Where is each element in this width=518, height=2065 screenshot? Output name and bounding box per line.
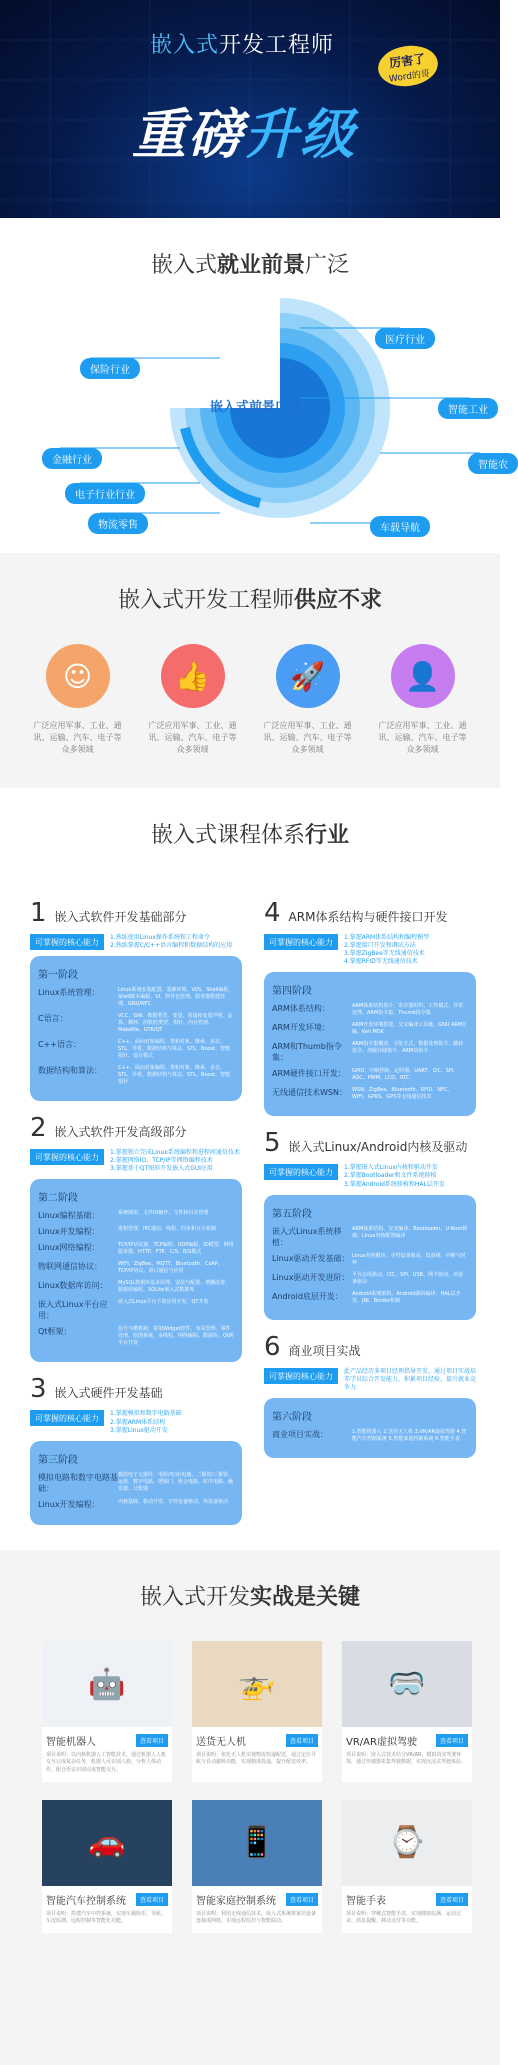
stage-phase-label: 第五阶段 bbox=[272, 1208, 312, 1220]
topic-row bbox=[38, 1039, 234, 1060]
topic-row bbox=[38, 1013, 234, 1034]
hero-banner bbox=[0, 0, 500, 218]
topic-name: C++语言： bbox=[38, 1040, 81, 1050]
stage-header bbox=[264, 898, 476, 928]
project-card-header bbox=[42, 1886, 172, 1909]
topic-details: WIFI、ZigBee、MQTT、Bluetooth、CoAP、TCP/IP协议、串口通信与应用 bbox=[118, 1261, 223, 1275]
topic-details: Linux内核模块、字符设备驱动、设备树、中断与时钟 bbox=[352, 1252, 466, 1266]
project-card[interactable] bbox=[192, 1641, 322, 1782]
topic-name: ARM开发环境： bbox=[272, 1023, 330, 1033]
tag-insurance: 保险行业 bbox=[80, 358, 140, 379]
topic-name: Linux系统管理： bbox=[38, 988, 100, 998]
supply-item: ☺ 广泛应用军事、工业、通讯、运输、汽车、电子等众多领域 bbox=[33, 644, 123, 756]
stage-title: 嵌入式Linux/Android内核及驱动 bbox=[288, 1140, 468, 1155]
ability-row bbox=[30, 1410, 242, 1434]
tag-smart-industry: 智能工业 bbox=[438, 398, 498, 419]
project-card[interactable] bbox=[42, 1800, 172, 1934]
topic-name: Qt框架： bbox=[38, 1327, 72, 1337]
tag-medical: 医疗行业 bbox=[375, 328, 435, 349]
topic-name: C语言： bbox=[38, 1014, 68, 1024]
topic-row bbox=[272, 1226, 468, 1248]
topic-details: 嵌入式Linux平台下的应用开发、QT开发 bbox=[118, 1299, 209, 1306]
course-stage bbox=[264, 1128, 476, 1319]
topic-row bbox=[272, 1253, 468, 1267]
topic-details: 内核基础、驱动开发、字符设备驱动、块设备驱动 bbox=[118, 1498, 229, 1505]
stage-phase-label: 第四阶段 bbox=[272, 986, 312, 998]
prospects-title: 嵌入式就业前景广泛 bbox=[150, 253, 350, 278]
topic-name: Linux开发编程： bbox=[38, 1499, 100, 1509]
topic-row bbox=[272, 1087, 468, 1101]
supply-item: 👤 广泛应用军事、工业、通讯、运输、汽车、电子等众多领域 bbox=[378, 644, 468, 756]
topic-row bbox=[38, 1280, 234, 1294]
topic-row bbox=[272, 1003, 468, 1017]
hero-subtitle: 嵌入式开发工程师 bbox=[150, 33, 335, 58]
topic-name: ARM体系结构： bbox=[272, 1004, 330, 1014]
project-card-header bbox=[342, 1727, 472, 1750]
watch-icon: ⌚ bbox=[342, 1800, 472, 1886]
stage-phase-label: 第一阶段 bbox=[38, 970, 78, 982]
tag-electronics: 电子行业行业 bbox=[65, 483, 145, 504]
topic-details: ARM开发环境搭建、交叉编译工具链、GNU ARM汇编、Keil MDK bbox=[352, 1022, 468, 1036]
course-column-left bbox=[30, 898, 242, 1537]
course-stage bbox=[264, 898, 476, 1116]
supply-title: 嵌入式开发工程师供应不求 bbox=[117, 588, 383, 613]
project-cards bbox=[0, 1611, 500, 1933]
topic-details: ARM指令集概述、寻址方式、数据处理指令、跳转指令、加载存储指令、ARM伪指令 bbox=[352, 1041, 464, 1055]
topic-details: C++、面向对象编程、类和对象、继承、多态、STL、异常、数据结构与算法、STL、Boost、智能指针 bbox=[118, 1065, 231, 1086]
topic-details: Linux系统安装配置、基础环境、VI/S、Shell编程、Shell脚本编程、VI、软件包管理、服务器搭建管理、GNU/NFC bbox=[118, 987, 234, 1008]
view-project-button[interactable]: 查看项目 bbox=[436, 1893, 468, 1906]
topic-name: 数据结构和算法： bbox=[38, 1066, 102, 1076]
ability-text: 1.掌握ARM体系结构和编程模型 2.掌握接口开发和调试方法 3.掌握ZigBee等无线通信技术 4.掌握RFID等无线通信技术 bbox=[344, 934, 430, 966]
topic-row bbox=[38, 1242, 234, 1256]
ability-row bbox=[30, 934, 242, 950]
stage-number: 2 bbox=[30, 1113, 47, 1144]
stage-phase-label: 第二阶段 bbox=[38, 1193, 78, 1205]
topic-name: Linux驱动开发基础： bbox=[272, 1253, 350, 1263]
thumbs-up-icon: 👍 bbox=[161, 644, 225, 708]
topic-name: 嵌入式Linux系统移植： bbox=[272, 1226, 342, 1247]
project-title: VR/AR虚拟驾驶 bbox=[346, 1737, 417, 1748]
topic-name: Linux并发编程： bbox=[38, 1227, 100, 1237]
project-card[interactable] bbox=[42, 1641, 172, 1782]
project-title: 智能汽车控制系统 bbox=[46, 1895, 126, 1907]
topic-name: 无线通信技术WSN： bbox=[272, 1088, 347, 1098]
project-card[interactable] bbox=[342, 1641, 472, 1782]
ability-text: 1.掌握独立完成Linux系统编程和进程间通信技术 2.掌握网络IO、TCP/IP等网络编程技术 3.掌握基于QT图形开发嵌入式GUI应用 bbox=[110, 1149, 240, 1173]
topic-row bbox=[38, 1210, 234, 1221]
topic-name: Linux编程基础： bbox=[38, 1211, 100, 1221]
tag-smart-agriculture: 智能农 bbox=[468, 453, 518, 474]
project-description: 项目说明：以内核机器人工智能技术，通过机器人人机交互完成复杂任务，机器人可识别人脸、分析人体动作、配合语音识别完成智能交互。 bbox=[46, 1752, 167, 1773]
project-card-header bbox=[192, 1886, 322, 1909]
stage-header bbox=[30, 1113, 242, 1143]
topic-details: ARM体系结构、交叉编译、Bootloader、U-Boot移植、Linux内核配置编译 bbox=[352, 1225, 468, 1239]
ability-label: 可掌握的核心能力 bbox=[264, 1368, 338, 1384]
rocket-icon: 🚀 bbox=[276, 644, 340, 708]
project-card-header bbox=[42, 1727, 172, 1750]
stage-number: 5 bbox=[264, 1128, 281, 1159]
topic-row bbox=[272, 1291, 468, 1305]
view-project-button[interactable]: 查看项目 bbox=[136, 1734, 168, 1747]
stage-header bbox=[264, 1128, 476, 1158]
project-card-header bbox=[192, 1727, 322, 1750]
topic-row bbox=[272, 1429, 468, 1443]
topic-row bbox=[272, 1022, 468, 1036]
stage-detail-box bbox=[264, 972, 476, 1116]
stage-title: 嵌入式软件开发基础部分 bbox=[54, 910, 187, 924]
ability-row bbox=[264, 1164, 476, 1188]
ability-row bbox=[264, 1368, 476, 1392]
tag-car-navigation: 车载导航 bbox=[370, 516, 430, 537]
ability-label: 可掌握的核心能力 bbox=[30, 1149, 104, 1165]
ability-label: 可掌握的核心能力 bbox=[30, 1410, 104, 1426]
topic-details: 模拟电子元器件、电阻/电容/电感、二极管/三极管、运放、数字电路、逻辑门、组合电路、时序电路、触发器、计数器 bbox=[118, 1471, 234, 1492]
stage-phase-label: 第六阶段 bbox=[272, 1411, 312, 1423]
stage-header bbox=[30, 898, 242, 928]
prospects-center-label: 嵌入式前景广泛 bbox=[210, 400, 302, 415]
ability-label: 可掌握的核心能力 bbox=[264, 934, 338, 950]
prospects-section bbox=[0, 218, 508, 553]
course-stage bbox=[30, 898, 242, 1101]
stage-detail-box bbox=[30, 1441, 242, 1525]
topic-details: 平台总线驱动、I2C、SPI、USB、网卡驱动、块设备驱动 bbox=[352, 1271, 464, 1285]
topic-details: MySQL数据库基本原理、安装与配置、增删改查、数据库编程、SQLite嵌入式数据库 bbox=[118, 1280, 231, 1294]
topic-details: TCP/IP协议族、TCP编程、UDP编程、IO模型、网络服务器、HTTP、FTP、C/S、B/S模式 bbox=[118, 1242, 234, 1256]
project-card-header bbox=[342, 1886, 472, 1909]
practice-title: 嵌入式开发实战是关键 bbox=[139, 1585, 361, 1610]
ability-row bbox=[30, 1149, 242, 1173]
ability-text: 1.熟练使用Linux操作系统和工程命令 2.熟练掌握C/C++语言编程和数据结构的应用 bbox=[110, 934, 233, 950]
project-description: 项目说明：搭建汽车中控系统，实现车载娱乐、导航、车况监测、远程控制等智能化功能。 bbox=[46, 1910, 167, 1924]
stage-number: 4 bbox=[264, 898, 281, 928]
project-description: 项目说明：嵌入式技术结合VR/AR，模拟真实驾驶环境，通过传感器采集驾驶数据，实现沉浸式驾驶体验。 bbox=[346, 1752, 467, 1766]
ability-label: 可掌握的核心能力 bbox=[30, 934, 104, 950]
project-card[interactable] bbox=[342, 1800, 472, 1934]
stage-number: 1 bbox=[30, 898, 47, 928]
topic-details: 信号与槽机制、常用Widget控件、布局管理、事件处理、绘图系统、多线程、网络编程、数据库、Qt跨平台开发 bbox=[118, 1326, 234, 1347]
ability-text: 1.掌握模拟和数字电路基础 2.掌握ARM体系结构 3.掌握Linux驱动开发 bbox=[110, 1410, 182, 1434]
supply-section bbox=[0, 553, 500, 788]
topic-name: 模拟电路和数字电路基础： bbox=[38, 1472, 118, 1493]
project-description: 项目说明：依托无人机实现物流快递配送，通过定位导航与自动避障功能，实现精准投递，提升配送效率。 bbox=[196, 1752, 317, 1766]
topic-name: Linux网络编程： bbox=[38, 1243, 100, 1253]
stage-phase-label: 第三阶段 bbox=[38, 1454, 78, 1466]
ability-label: 可掌握的核心能力 bbox=[264, 1164, 338, 1180]
car-dashboard-icon: 🚗 bbox=[42, 1800, 172, 1886]
topic-row bbox=[272, 1041, 468, 1063]
topic-details: C++、面向对象编程、类和对象、继承、多态、STL、异常、数据结构与算法、STL、Boost、智能指针、设计模式 bbox=[118, 1039, 231, 1060]
course-column-right bbox=[264, 898, 476, 1537]
topic-row bbox=[38, 1472, 234, 1494]
project-card[interactable] bbox=[192, 1800, 322, 1934]
stage-detail-box bbox=[30, 956, 242, 1101]
ability-text: 1.掌握嵌入式Linux内核和驱动开发 2.掌握Bootloader和文件系统移植 3.掌握Android系统移植和HAL层开发 bbox=[344, 1164, 445, 1188]
people-icon: ☺ bbox=[46, 644, 110, 708]
stage-detail-box bbox=[30, 1179, 242, 1362]
robot-icon: 🤖 bbox=[42, 1641, 172, 1727]
topic-details: GPIO、中断控制、定时器、UART、I2C、SPI、ADC、PWM、LCD、RTC bbox=[352, 1068, 459, 1082]
course-stage bbox=[30, 1374, 242, 1524]
topic-row bbox=[38, 1326, 234, 1347]
course-stage bbox=[30, 1113, 242, 1362]
project-title: 智能机器人 bbox=[46, 1737, 96, 1748]
smart-home-icon: 📱 bbox=[192, 1800, 322, 1886]
stage-number: 3 bbox=[30, 1374, 47, 1405]
stage-title: 商业项目实战 bbox=[288, 1343, 361, 1358]
project-description: 项目说明：穿戴式智能手表，实现健康监测、运动记录、消息提醒、移动支付等功能。 bbox=[346, 1910, 462, 1924]
topic-name: Linux数据库访问： bbox=[38, 1281, 108, 1291]
course-section bbox=[0, 788, 500, 1550]
topic-details: WSN、ZigBee、Bluetooth、RFID、NFC、WIFI、GPRS、GPS等无线通信技术 bbox=[352, 1087, 453, 1101]
stage-title: ARM体系结构与硬件接口开发 bbox=[288, 910, 448, 924]
tag-logistics: 物流零售 bbox=[88, 513, 148, 534]
course-stage bbox=[264, 1332, 476, 1458]
project-description: 项目说明：利用无线通信技术，嵌入式系统将家居设备连接成网络，实现远程监控与智能联动。 bbox=[196, 1910, 317, 1924]
topic-row bbox=[272, 1272, 468, 1286]
topic-row bbox=[38, 1065, 234, 1086]
topic-name: 嵌入式Linux平台应用： bbox=[38, 1300, 108, 1321]
topic-details: Android系统架构、Android源码编译、HAL层开发、JNI、Binder机制 bbox=[352, 1290, 461, 1304]
topic-details: 进程管理、IPC通信、线程、同步和互斥机制 bbox=[118, 1226, 216, 1233]
topic-row bbox=[38, 1499, 234, 1510]
view-project-button[interactable]: 查看项目 bbox=[436, 1734, 468, 1747]
view-project-button[interactable]: 查看项目 bbox=[136, 1893, 168, 1906]
stage-title: 嵌入式软件开发高级部分 bbox=[54, 1125, 187, 1140]
topic-name: Android底层开发： bbox=[272, 1291, 343, 1301]
drone-icon: 🚁 bbox=[192, 1641, 322, 1727]
topic-details: ARM体系结构简介、寄存器组织、工作模式、异常处理、ARM指令集、Thumb指令集 bbox=[352, 1003, 464, 1017]
topic-row bbox=[38, 1299, 234, 1321]
ability-text: 此产品经历多项目经理指导开发，通过项目实战培养学员综合开发能力，积累项目经验，提升就业竞争力 bbox=[344, 1367, 477, 1391]
stage-header bbox=[264, 1332, 476, 1362]
topic-name: ARM硬件接口开发： bbox=[272, 1069, 346, 1079]
supply-item: 👍 广泛应用军事、工业、通讯、运输、汽车、电子等众多领域 bbox=[148, 644, 238, 756]
topic-row bbox=[38, 1226, 234, 1237]
supply-item: 🚀 广泛应用军事、工业、通讯、运输、汽车、电子等众多领域 bbox=[263, 644, 353, 756]
stage-detail-box bbox=[264, 1195, 476, 1320]
topic-details: 1.智能机器人 2.送货无人机 3.VR/AR虚拟驾驶 4.智能汽车控制系统 5.智能家庭控制系统 6.智能手表 bbox=[352, 1428, 467, 1442]
project-title: 智能手表 bbox=[346, 1895, 386, 1907]
person-icon: 👤 bbox=[391, 644, 455, 708]
hero-badge: 厉害了 Word的哥 bbox=[376, 42, 441, 90]
topic-row bbox=[272, 1068, 468, 1082]
view-project-button[interactable]: 查看项目 bbox=[286, 1893, 318, 1906]
hero-title: 重磅升级 bbox=[132, 103, 356, 166]
project-title: 智能家庭控制系统 bbox=[196, 1895, 276, 1907]
stage-header bbox=[30, 1374, 242, 1404]
topic-details: VCC、GNI、数据类型、变量、常量和变量声明、运算、循环、函数的类型、指针、内存管理、Makefile、GTK/QT bbox=[118, 1013, 233, 1034]
stage-title: 嵌入式硬件开发基础 bbox=[54, 1386, 163, 1401]
prospects-radial-chart bbox=[0, 288, 500, 548]
vr-headset-icon: 🥽 bbox=[342, 1641, 472, 1727]
stage-detail-box bbox=[264, 1398, 476, 1458]
tag-finance: 金融行业 bbox=[42, 448, 102, 469]
topic-row bbox=[38, 1261, 234, 1275]
practice-section bbox=[0, 1550, 500, 2065]
view-project-button[interactable]: 查看项目 bbox=[286, 1734, 318, 1747]
project-title: 送货无人机 bbox=[196, 1737, 246, 1748]
stage-number: 6 bbox=[264, 1331, 281, 1362]
ability-row bbox=[264, 934, 476, 966]
topic-name: 物联网通信协议： bbox=[38, 1262, 102, 1272]
topic-name: Linux驱动开发进阶： bbox=[272, 1272, 350, 1282]
course-title: 嵌入式课程体系行业 bbox=[150, 823, 350, 848]
topic-name: 商业项目实战： bbox=[272, 1429, 328, 1439]
topic-details: 系统调用、文件IO操作、文件和目录管理 bbox=[118, 1210, 209, 1217]
topic-name: ARM和Thumb指令集： bbox=[272, 1042, 342, 1063]
topic-row bbox=[38, 987, 234, 1008]
